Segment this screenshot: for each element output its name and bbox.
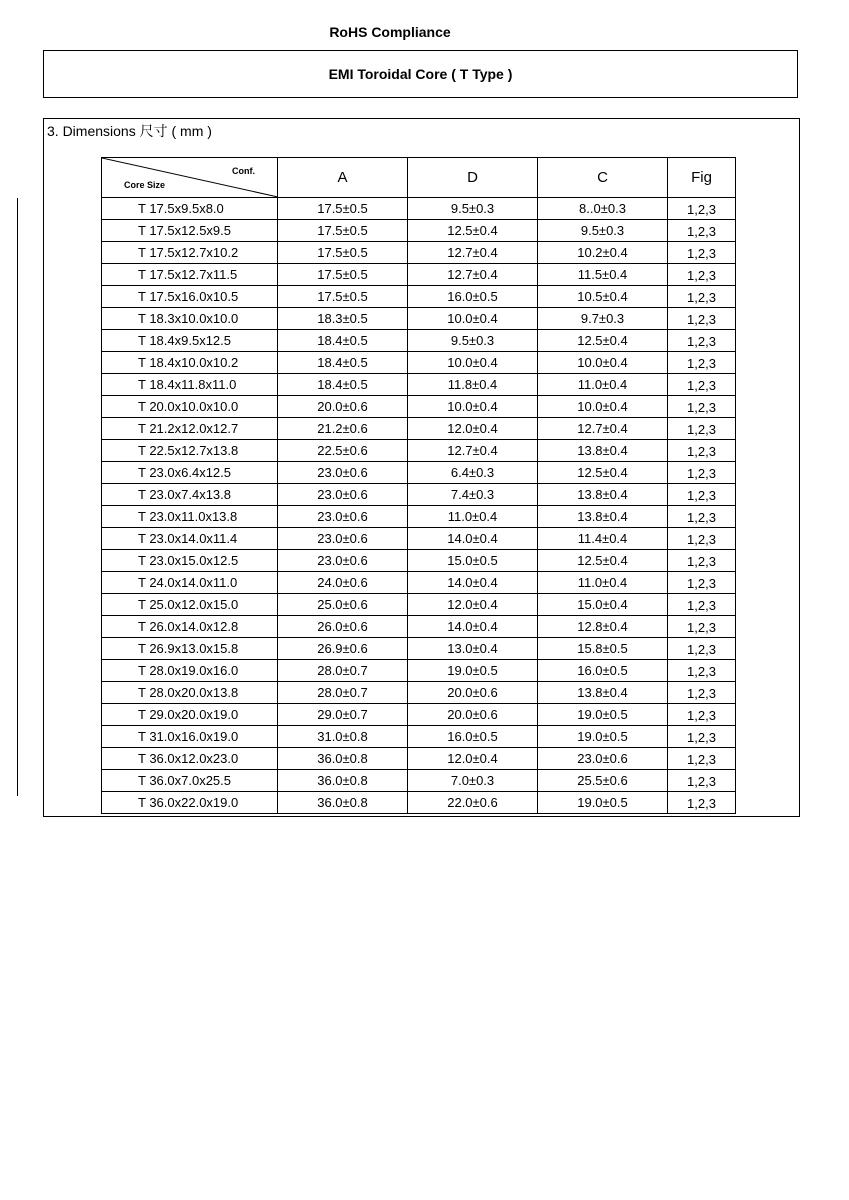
corner-core-size-label: Core Size [124, 180, 166, 190]
core-size-cell: T 36.0x22.0x19.0 [102, 792, 278, 814]
fig-cell: 1,2,3 [668, 748, 736, 770]
fig-cell: 1,2,3 [668, 396, 736, 418]
table-row [102, 374, 736, 396]
dim-a-cell: 23.0±0.6 [278, 550, 408, 572]
dim-c-cell: 11.0±0.4 [538, 374, 668, 396]
dim-d-cell: 6.4±0.3 [408, 462, 538, 484]
dim-a-cell: 20.0±0.6 [278, 396, 408, 418]
dim-c-cell: 10.2±0.4 [538, 242, 668, 264]
dim-d-cell: 14.0±0.4 [408, 572, 538, 594]
dim-d-cell: 11.0±0.4 [408, 506, 538, 528]
table-row [102, 550, 736, 572]
dim-d-cell: 12.0±0.4 [408, 418, 538, 440]
core-size-cell: T 23.0x14.0x11.4 [102, 528, 278, 550]
dim-c-cell: 15.8±0.5 [538, 638, 668, 660]
table-row [102, 286, 736, 308]
dim-d-cell: 7.4±0.3 [408, 484, 538, 506]
dim-c-cell: 15.0±0.4 [538, 594, 668, 616]
dim-c-cell: 12.5±0.4 [538, 330, 668, 352]
fig-cell: 1,2,3 [668, 638, 736, 660]
fig-cell: 1,2,3 [668, 440, 736, 462]
core-size-cell: T 26.0x14.0x12.8 [102, 616, 278, 638]
dim-d-cell: 14.0±0.4 [408, 616, 538, 638]
table-row [102, 638, 736, 660]
dim-a-cell: 23.0±0.6 [278, 484, 408, 506]
fig-cell: 1,2,3 [668, 506, 736, 528]
dim-d-cell: 10.0±0.4 [408, 352, 538, 374]
section-title: 3. Dimensions 尺寸 ( mm ) [47, 123, 212, 139]
table-row [102, 264, 736, 286]
dim-d-cell: 20.0±0.6 [408, 682, 538, 704]
core-size-cell: T 23.0x6.4x12.5 [102, 462, 278, 484]
core-size-cell: T 18.4x10.0x10.2 [102, 352, 278, 374]
dim-d-cell: 22.0±0.6 [408, 792, 538, 814]
dim-a-cell: 29.0±0.7 [278, 704, 408, 726]
core-size-cell: T 26.9x13.0x15.8 [102, 638, 278, 660]
dim-a-cell: 23.0±0.6 [278, 506, 408, 528]
dim-c-cell: 19.0±0.5 [538, 704, 668, 726]
fig-cell: 1,2,3 [668, 286, 736, 308]
dimensions-table [101, 157, 736, 814]
dim-a-cell: 17.5±0.5 [278, 264, 408, 286]
dim-d-cell: 19.0±0.5 [408, 660, 538, 682]
dim-c-cell: 9.5±0.3 [538, 220, 668, 242]
core-size-cell: T 23.0x7.4x13.8 [102, 484, 278, 506]
fig-cell: 1,2,3 [668, 528, 736, 550]
fig-cell: 1,2,3 [668, 572, 736, 594]
dim-d-cell: 12.5±0.4 [408, 220, 538, 242]
dim-c-cell: 12.8±0.4 [538, 616, 668, 638]
table-row [102, 770, 736, 792]
fig-cell: 1,2,3 [668, 220, 736, 242]
core-size-cell: T 28.0x20.0x13.8 [102, 682, 278, 704]
dim-c-cell: 11.0±0.4 [538, 572, 668, 594]
dim-a-cell: 17.5±0.5 [278, 198, 408, 220]
fig-cell: 1,2,3 [668, 264, 736, 286]
core-size-cell: T 18.4x11.8x11.0 [102, 374, 278, 396]
dim-c-cell: 19.0±0.5 [538, 726, 668, 748]
table-row [102, 616, 736, 638]
dim-c-cell: 16.0±0.5 [538, 660, 668, 682]
dim-a-cell: 17.5±0.5 [278, 242, 408, 264]
dim-d-cell: 12.0±0.4 [408, 748, 538, 770]
fig-cell: 1,2,3 [668, 704, 736, 726]
table-header-row [102, 158, 736, 198]
table-row [102, 396, 736, 418]
dim-c-cell: 12.5±0.4 [538, 550, 668, 572]
corner-diagonal [102, 158, 278, 197]
core-size-cell: T 36.0x7.0x25.5 [102, 770, 278, 792]
dim-c-cell: 8..0±0.3 [538, 198, 668, 220]
fig-cell: 1,2,3 [668, 308, 736, 330]
dim-d-cell: 9.5±0.3 [408, 198, 538, 220]
table-row [102, 528, 736, 550]
dim-d-cell: 14.0±0.4 [408, 528, 538, 550]
column-header-c: C [538, 158, 668, 198]
dim-a-cell: 26.9±0.6 [278, 638, 408, 660]
fig-cell: 1,2,3 [668, 682, 736, 704]
dim-d-cell: 16.0±0.5 [408, 286, 538, 308]
table-row [102, 682, 736, 704]
core-size-cell: T 17.5x12.7x10.2 [102, 242, 278, 264]
dim-d-cell: 9.5±0.3 [408, 330, 538, 352]
dim-c-cell: 13.8±0.4 [538, 506, 668, 528]
fig-cell: 1,2,3 [668, 462, 736, 484]
table-corner-cell [102, 158, 278, 198]
table-row [102, 462, 736, 484]
table-row [102, 484, 736, 506]
fig-cell: 1,2,3 [668, 242, 736, 264]
column-header-fig: Fig [668, 158, 736, 198]
core-size-cell: T 24.0x14.0x11.0 [102, 572, 278, 594]
dim-c-cell: 25.5±0.6 [538, 770, 668, 792]
table-row [102, 660, 736, 682]
table-row [102, 330, 736, 352]
table-row [102, 506, 736, 528]
dim-d-cell: 20.0±0.6 [408, 704, 538, 726]
dim-d-cell: 10.0±0.4 [408, 308, 538, 330]
dim-a-cell: 25.0±0.6 [278, 594, 408, 616]
core-size-cell: T 25.0x12.0x15.0 [102, 594, 278, 616]
table-row [102, 792, 736, 814]
dim-c-cell: 10.0±0.4 [538, 396, 668, 418]
fig-cell: 1,2,3 [668, 660, 736, 682]
column-header-d: D [408, 158, 538, 198]
dim-d-cell: 12.7±0.4 [408, 242, 538, 264]
dim-a-cell: 23.0±0.6 [278, 462, 408, 484]
dim-c-cell: 12.7±0.4 [538, 418, 668, 440]
dim-c-cell: 11.4±0.4 [538, 528, 668, 550]
dim-a-cell: 36.0±0.8 [278, 770, 408, 792]
fig-cell: 1,2,3 [668, 418, 736, 440]
core-size-cell: T 29.0x20.0x19.0 [102, 704, 278, 726]
table-row [102, 220, 736, 242]
dim-c-cell: 23.0±0.6 [538, 748, 668, 770]
fig-cell: 1,2,3 [668, 594, 736, 616]
table-row [102, 308, 736, 330]
dim-d-cell: 12.0±0.4 [408, 594, 538, 616]
dim-d-cell: 7.0±0.3 [408, 770, 538, 792]
dim-a-cell: 31.0±0.8 [278, 726, 408, 748]
dim-a-cell: 36.0±0.8 [278, 792, 408, 814]
dim-d-cell: 12.7±0.4 [408, 264, 538, 286]
dim-c-cell: 13.8±0.4 [538, 484, 668, 506]
dim-c-cell: 9.7±0.3 [538, 308, 668, 330]
table-body [102, 198, 736, 814]
table-row [102, 704, 736, 726]
core-size-cell: T 17.5x12.7x11.5 [102, 264, 278, 286]
dim-d-cell: 12.7±0.4 [408, 440, 538, 462]
dim-a-cell: 18.4±0.5 [278, 374, 408, 396]
table-row [102, 440, 736, 462]
core-size-cell: T 18.4x9.5x12.5 [102, 330, 278, 352]
dim-a-cell: 17.5±0.5 [278, 220, 408, 242]
column-header-a: A [278, 158, 408, 198]
core-size-cell: T 21.2x12.0x12.7 [102, 418, 278, 440]
table-row [102, 352, 736, 374]
table-row [102, 418, 736, 440]
core-size-cell: T 23.0x15.0x12.5 [102, 550, 278, 572]
dim-c-cell: 13.8±0.4 [538, 682, 668, 704]
dim-c-cell: 10.5±0.4 [538, 286, 668, 308]
fig-cell: 1,2,3 [668, 792, 736, 814]
table-row [102, 242, 736, 264]
dim-a-cell: 18.3±0.5 [278, 308, 408, 330]
dim-a-cell: 28.0±0.7 [278, 660, 408, 682]
fig-cell: 1,2,3 [668, 330, 736, 352]
dim-d-cell: 16.0±0.5 [408, 726, 538, 748]
fig-cell: 1,2,3 [668, 770, 736, 792]
table-row [102, 726, 736, 748]
table-row [102, 572, 736, 594]
margin-line [17, 198, 18, 796]
fig-cell: 1,2,3 [668, 374, 736, 396]
core-size-cell: T 17.5x9.5x8.0 [102, 198, 278, 220]
fig-cell: 1,2,3 [668, 550, 736, 572]
dim-a-cell: 26.0±0.6 [278, 616, 408, 638]
dim-a-cell: 22.5±0.6 [278, 440, 408, 462]
core-size-cell: T 36.0x12.0x23.0 [102, 748, 278, 770]
corner-conf-label: Conf. [232, 166, 255, 176]
fig-cell: 1,2,3 [668, 352, 736, 374]
dim-a-cell: 18.4±0.5 [278, 352, 408, 374]
dim-d-cell: 10.0±0.4 [408, 396, 538, 418]
dim-a-cell: 28.0±0.7 [278, 682, 408, 704]
fig-cell: 1,2,3 [668, 484, 736, 506]
dim-a-cell: 17.5±0.5 [278, 286, 408, 308]
fig-cell: 1,2,3 [668, 726, 736, 748]
dim-a-cell: 24.0±0.6 [278, 572, 408, 594]
table-row [102, 594, 736, 616]
dim-c-cell: 13.8±0.4 [538, 440, 668, 462]
fig-cell: 1,2,3 [668, 198, 736, 220]
dim-a-cell: 36.0±0.8 [278, 748, 408, 770]
core-size-cell: T 28.0x19.0x16.0 [102, 660, 278, 682]
document-title: EMI Toroidal Core ( T Type ) [328, 66, 513, 82]
core-size-cell: T 17.5x16.0x10.5 [102, 286, 278, 308]
core-size-cell: T 18.3x10.0x10.0 [102, 308, 278, 330]
page-header: RoHS Compliance [329, 24, 451, 40]
fig-cell: 1,2,3 [668, 616, 736, 638]
dim-a-cell: 21.2±0.6 [278, 418, 408, 440]
dim-c-cell: 19.0±0.5 [538, 792, 668, 814]
document-title-box [43, 50, 798, 98]
dim-d-cell: 15.0±0.5 [408, 550, 538, 572]
dim-d-cell: 13.0±0.4 [408, 638, 538, 660]
table-row [102, 198, 736, 220]
dim-a-cell: 18.4±0.5 [278, 330, 408, 352]
dim-c-cell: 12.5±0.4 [538, 462, 668, 484]
dim-d-cell: 11.8±0.4 [408, 374, 538, 396]
dim-a-cell: 23.0±0.6 [278, 528, 408, 550]
dim-c-cell: 10.0±0.4 [538, 352, 668, 374]
dim-c-cell: 11.5±0.4 [538, 264, 668, 286]
core-size-cell: T 23.0x11.0x13.8 [102, 506, 278, 528]
core-size-cell: T 31.0x16.0x19.0 [102, 726, 278, 748]
core-size-cell: T 22.5x12.7x13.8 [102, 440, 278, 462]
core-size-cell: T 20.0x10.0x10.0 [102, 396, 278, 418]
core-size-cell: T 17.5x12.5x9.5 [102, 220, 278, 242]
table-row [102, 748, 736, 770]
